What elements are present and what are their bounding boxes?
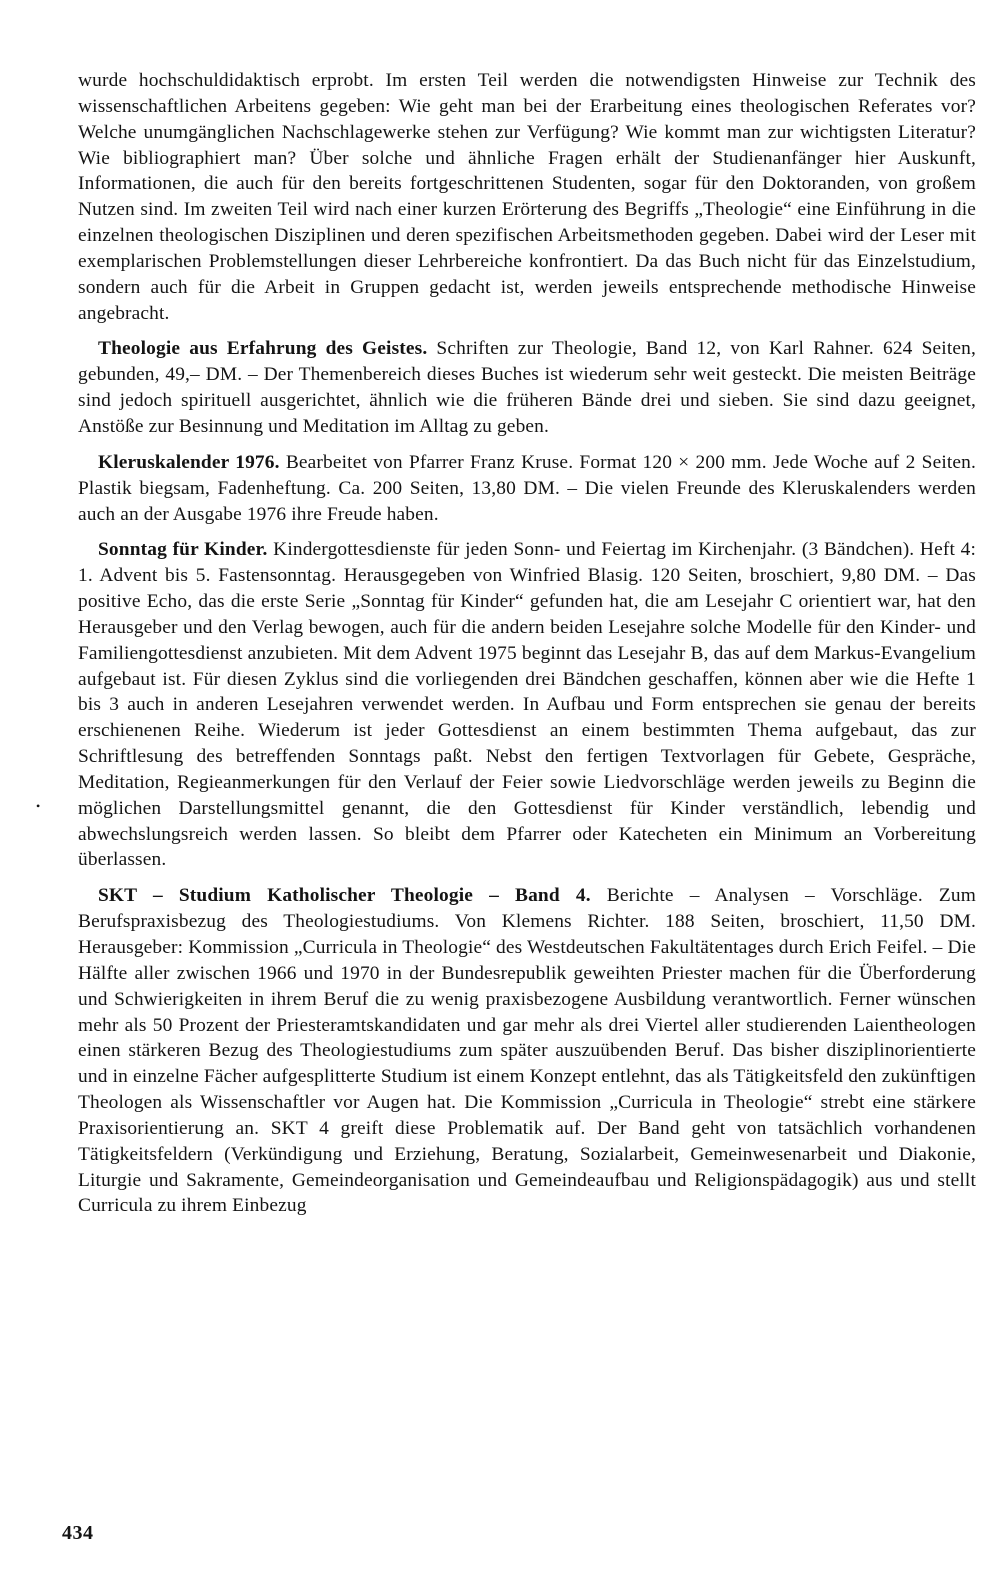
entry-text: Bearbeitet von Pfarrer Franz Kruse. Format 120 × 200 mm. Jede Woche auf 2 Seiten. Plastik biegsam, Fadenheftung. Ca. 200 Seiten, 13,80 DM. – Die vielen Freunde des Kleruskalenders werden auch an der Ausgabe 1976 ihre Freude haben. <box>78 451 976 525</box>
intro-paragraph: wurde hochschuldidaktisch erprobt. Im ersten Teil werden die notwendigsten Hinweise zur Technik des wissenschaftlichen Arbeitens gegeben: Wie geht man bei der Erarbeitung eines theologischen Referates vor? Welche unumgänglichen Nachschlagewerke stehen zur Verfügung? Wie kommt man zur wichtigsten Literatur? Wie bibliographiert man? Über solche und ähnliche Fragen erhält der Studienanfänger hier Auskunft, Informationen, die auch für den bereits fortgeschrittenen Studenten, sogar für den Doktoranden, von großem Nutzen sind. Im zweiten Teil wird nach einer kurzen Erörterung des Begriffs „Theologie“ eine Einführung in die einzelnen theologischen Disziplinen und deren spezifischen Arbeitsmethoden gegeben. Dabei wird der Leser mit exemplarischen Problemstellungen dieser Lehrbereiche konfrontiert. Da das Buch nicht für das Einzelstudium, sondern auch für die Arbeit in Gruppen gedacht ist, werden jeweils entsprechende methodische Hinweise angebracht. <box>78 70 976 324</box>
entry-title: SKT – Studium Katholischer Theologie – Band 4. <box>98 885 591 907</box>
entry-text: Schriften zur Theologie, Band 12, von Karl Rahner. 624 Seiten, gebunden, 49,– DM. – Der Themenbereich dieses Buches ist wiederum sehr weit gesteckt. Die meisten Beiträge sind jedoch spirituell ausgerichtet, ähnlich wie die früheren Bände drei und sieben. Sie sind dazu geeignet, Anstöße zur Besinnung und Meditation im Alltag zu geben. <box>78 338 976 437</box>
entry-title: Kleruskalender 1976. <box>98 451 280 473</box>
review-column <box>78 68 976 1219</box>
entry-title: Theologie aus Erfahrung des Geistes. <box>98 338 428 360</box>
entry-title: Sonntag für Kinder. <box>98 539 268 561</box>
entry-text: Berichte – Analysen – Vorschläge. Zum Berufspraxisbezug des Theologiestudiums. Von Klemens Richter. 188 Seiten, broschiert, 11,50 DM. Herausgeber: Kommission „Curricula in Theologie“ des Westdeutschen Fakultätentages durch Erich Feifel. – Die Hälfte aller zwischen 1966 und 1970 in der Bundesrepublik geweihten Priester machen für die Überforderung und Schwierigkeiten in ihrem Beruf die zu wenig praxisbezogene Ausbildung verantwortlich. Ferner wünschen mehr als 50 Prozent der Priesteramtskandidaten und gar mehr als drei Viertel aller studierenden Laientheologen einen stärkeren Bezug des Theologiestudiums zum später auszuübenden Beruf. Das bisher disziplinorientierte und in einzelne Fächer aufgesplitterte Studium ist einem Konzept entlehnt, das als Tätigkeitsfeld den zukünftigen Theologen als Wissenschaftler vor Augen hat. Die Kommission „Curricula in Theologie“ strebt eine stärkere Praxisorientierung an. SKT 4 greift diese Problematik auf. Der Band geht von tatsächlich vorhandenen Tätigkeitsfeldern (Verkündigung und Erziehung, Beratung, Sozialarbeit, Gemeinwesenarbeit und Diakonie, Liturgie und Sakramente, Gemeindeorganisation und Gemeindeaufbau und Religionspädagogik) aus und stellt Curricula zu ihrem Einbezug <box>78 885 977 1217</box>
review-entry <box>78 537 976 873</box>
review-entry <box>78 336 976 439</box>
review-entry <box>78 450 976 528</box>
review-entry <box>78 883 976 1219</box>
entry-text: Kindergottesdienste für jeden Sonn- und Feiertag im Kirchenjahr. (3 Bändchen). Heft 4: 1. Advent bis 5. Fastensonntag. Herausgegeben von Winfried Blasig. 120 Seiten, broschiert, 9,80 DM. – Das positive Echo, das die erste Serie „Sonntag für Kinder“ gefunden hat, die am Lesejahr C orientiert war, hat den Herausgeber und den Verlag bewogen, auch für die andern beiden Lesejahre solche Modelle für den Kinder- und Familiengottesdienst anzubieten. Mit dem Advent 1975 beginnt das Lesejahr B, das auf dem Markus-Evangelium aufgebaut ist. Für diesen Zyklus sind die vorliegenden drei Bändchen geschaffen, können aber wie die Hefte 1 bis 3 auch in anderen Lesejahren verwendet werden. In Aufbau und Form entsprechen sie genau der bereits erschienenen Reihe. Wiederum ist jeder Gottesdienst an einem bestimmten Thema aufgebaut, das zur Schriftlesung des betreffenden Sonntags paßt. Nebst den fertigen Textvorlagen für Gebete, Gespräche, Meditation, Regieanmerkungen für den Verlauf der Feier sowie Liedvorschläge werden jeweils zu Beginn die möglichen Darstellungsmittel genannt, die den Gottesdienst für Kinder verständlich, lebendig und abwechslungsreich werden lassen. So bleibt dem Pfarrer oder Katecheten ein Minimum an Vorbereitung überlassen. <box>78 539 976 871</box>
margin-mark: • <box>36 799 41 813</box>
page-number: 434 <box>62 1522 94 1544</box>
